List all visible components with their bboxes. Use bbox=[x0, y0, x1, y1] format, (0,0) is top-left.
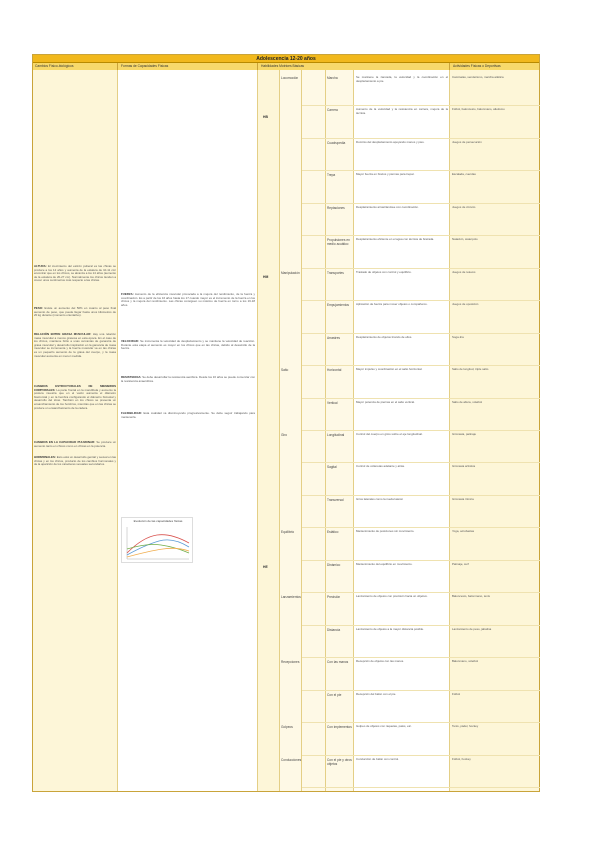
skill-description: Mayor potencia de piernas en el salto vertical. bbox=[356, 399, 415, 404]
skill-activity: Yoga, acrobacias bbox=[452, 529, 475, 534]
skill-type: Transportes bbox=[327, 270, 344, 275]
level-he: HE bbox=[263, 565, 268, 569]
skill-type: Con implementos bbox=[327, 725, 352, 730]
skill-activity: Salto de longitud, triple salto bbox=[452, 367, 489, 372]
row-divider bbox=[302, 430, 540, 431]
mid-note-text: Se incrementa la velocidad de desplazamiento y se mantiene la velocidad de reacción. Durante esta etapa el aumento es mayor en los chicos que en las chicas, debido al desarrollo de la fuerza. bbox=[121, 339, 255, 351]
header-habilidades: Habilidades Motrices Básicas bbox=[258, 63, 450, 70]
skill-description: Giros laterales como la rueda lateral. bbox=[356, 496, 404, 501]
skill-type: Empujamientos bbox=[327, 303, 349, 308]
skill-type: Precisión bbox=[327, 595, 341, 600]
skill-description: Lanzamiento de objetos con precisión hacia un objetivo. bbox=[356, 594, 428, 599]
row-divider bbox=[302, 690, 540, 691]
mid-note-heading: FLEXIBILIDAD: bbox=[121, 411, 142, 415]
row-divider bbox=[302, 170, 540, 171]
skill-type: Con las manos bbox=[327, 660, 349, 665]
left-note-hormonales bbox=[34, 456, 116, 467]
skill-type: Carrera bbox=[327, 108, 338, 113]
row-divider bbox=[302, 755, 540, 756]
mid-note-heading: RESISTENCIA: bbox=[121, 375, 142, 379]
row-divider bbox=[302, 203, 540, 204]
left-note-pulmonar bbox=[34, 441, 116, 448]
left-note-grasa bbox=[34, 333, 116, 358]
skill-activity: Escalada, cuerdas bbox=[452, 172, 476, 177]
skill-type: Propulsiones en medio acuático bbox=[327, 238, 350, 247]
chart-lines bbox=[123, 523, 193, 563]
skill-description: Recepción de objetos con las manos. bbox=[356, 659, 405, 664]
skill-activity: Juegos de relevos bbox=[452, 269, 476, 274]
skill-activity: Balonmano, voleibol bbox=[452, 659, 479, 664]
skill-description: Mayor fuerza en brazos y piernas para trepar. bbox=[356, 172, 415, 177]
skill-type: Estático bbox=[327, 530, 339, 535]
mid-note-text: Se debe desarrollar la resistencia aeróbica. Desde los 16 años se puede comenzar con la resistencia anaeróbica. bbox=[121, 375, 255, 383]
mid-note-heading: FUERZA: bbox=[121, 292, 134, 296]
skill-activity: Fútbol, baloncesto, balonmano, atletismo bbox=[452, 107, 505, 112]
row-divider bbox=[302, 462, 540, 463]
left-note-text: Hay una relación masa muscular a menos grasosa en esta época. En el caso de los chicos, mantiene bitrio a unas cercanías de ganancia de grasa muscular y desarrollo inspiración en la ganancia de masa muscular se incrementa y la fuerza muscular va en las chicas es un pequeño aumento de la grasa del cuerpo, y la masa muscular aumenta en menor medida. bbox=[34, 332, 116, 358]
skill-type: Arrastres bbox=[327, 335, 340, 340]
row-divider bbox=[302, 105, 540, 106]
left-note-text: La parte frontal en la mandíbula y aumento la postura muestra que en el varón aumenta el diámetro biacromial y en la hembra configurando el diámetro bicrestal y desarrollo del tórax. También en los chicos se presenta un ensanchamiento de los hombros, mientras que en las chicas se produce un ensanchamiento de la cadera. bbox=[34, 387, 117, 410]
skill-group: Conducciones bbox=[281, 757, 302, 762]
mid-note-velocidad bbox=[121, 340, 255, 351]
left-note-peso bbox=[34, 307, 116, 318]
header-cambios: Cambios Físico-biológicos bbox=[32, 63, 118, 70]
skill-type: Con el pie y otros objetos bbox=[327, 757, 352, 766]
skill-type: Sagital bbox=[327, 465, 337, 470]
level-hm: HM bbox=[263, 275, 269, 279]
skill-type: Cuadrupedia bbox=[327, 140, 346, 145]
skill-group: Golpeos bbox=[281, 725, 293, 730]
skill-activity: Natación, waterpolo bbox=[452, 237, 478, 242]
chart-caption: Evolución de las capacidades físicas bbox=[133, 519, 183, 523]
mid-note-resistencia bbox=[121, 376, 255, 383]
skill-type: Horizontal bbox=[327, 368, 342, 373]
skill-type: Marcha bbox=[327, 76, 338, 80]
row-divider bbox=[302, 268, 540, 269]
document-title: Adolescencia 12-20 años bbox=[32, 54, 540, 63]
row-divider bbox=[302, 495, 540, 496]
left-note-altura bbox=[34, 265, 116, 283]
left-note-heading: HORMONALES: bbox=[34, 455, 56, 459]
skill-activity: Juegos de circuito bbox=[452, 204, 476, 209]
mid-note-flexibilidad bbox=[121, 412, 255, 419]
skill-activity: Juegos de persecución bbox=[452, 139, 482, 144]
skill-group: Lanzamientos bbox=[281, 595, 301, 600]
row-divider bbox=[302, 300, 540, 301]
skill-type: Vertical bbox=[327, 400, 338, 405]
skill-activity: Tenis, pádel, hockey bbox=[452, 724, 479, 729]
left-note-heading: ALTURA: bbox=[34, 264, 47, 268]
skill-activity: Gimnasia, patinaje bbox=[452, 432, 476, 436]
skill-activity: Gimnasia rítmica bbox=[452, 496, 474, 501]
header-capacidades: Formas de Capacidades Físicas bbox=[118, 63, 258, 70]
row-divider bbox=[302, 592, 540, 593]
skill-description: Mantenimiento de posiciones sin movimiento. bbox=[356, 529, 415, 534]
skill-group: Manipulación bbox=[281, 270, 300, 275]
skill-description: Control de volteretas adelante y atrás. bbox=[356, 464, 405, 469]
left-note-heading: CAMBIOS EN LA CAPACIDAD PULMONAR: bbox=[34, 440, 96, 444]
row-divider bbox=[302, 657, 540, 658]
skill-activity: Baloncesto, balonmano, tenis bbox=[452, 594, 490, 599]
left-note-text: El crecimiento del estirón puberal es las chicas se produce a los 12 años y aumenta de la estatura de 10-11 cm/ encontrar que en los chicos, se alcanza a los 14 años (aumento de la estatura de 20-27 cm). Normalmente los chicos tienden a crecer unos centímetros más respecto a las chicas. bbox=[34, 264, 116, 283]
left-note-text: Se produce un aumento tanto en chicos como en chicas en la potencia. bbox=[34, 440, 116, 448]
skill-activity: Caminatas, senderismo, marcha atlética bbox=[452, 75, 504, 79]
left-note-text: Esto está un desarrollo genital y sexual en las chicas y en los chicos, producto de los cambios hormonales y de la aparición de los caracteres sexuales secundarios. bbox=[34, 455, 117, 467]
mid-note-text: Esta cualidad va disminuyendo progresivamente. Se debe seguir trabajando para mantenerla. bbox=[121, 411, 255, 419]
left-note-text: Existe un aumento del 50% en cuanto al peso final aumento de peso, que puede llegar hasta unos kilómetros de 20 kg durante (momento orientativo). bbox=[34, 306, 116, 318]
skill-group: Salto bbox=[281, 368, 289, 373]
skill-description: Dominio del desplazamiento apoyando manos y pies. bbox=[356, 139, 425, 144]
skill-description: Desplazamiento de objetos tirando de ellos. bbox=[356, 334, 413, 339]
skill-activity: Juegos de oposición bbox=[452, 302, 479, 307]
skill-activity: Patinaje, surf bbox=[452, 561, 469, 566]
left-note-heading: PESO: bbox=[34, 306, 43, 310]
skill-description: Lanzamiento de objetos a la mayor distancia posible. bbox=[356, 626, 424, 631]
sheet-border bbox=[32, 54, 540, 792]
skill-group: Recepciones bbox=[281, 660, 300, 665]
capacidades-chart bbox=[121, 517, 193, 563]
row-divider bbox=[302, 235, 540, 236]
skill-description: Traslado de objetos con control y equilibrio. bbox=[356, 269, 412, 274]
skill-type: Distancia bbox=[327, 627, 341, 632]
row-divider bbox=[302, 333, 540, 334]
row-divider bbox=[302, 722, 540, 723]
skill-group: Giro bbox=[281, 433, 288, 437]
skill-group: Equilibrio bbox=[281, 530, 295, 535]
row-divider bbox=[302, 398, 540, 399]
skill-description: Golpeo de objetos con raquetas, palos, etc. bbox=[356, 724, 412, 729]
skill-description: Desplazamiento eficiente en el agua con técnica de brazada. bbox=[356, 237, 435, 242]
skill-activity: Fútbol bbox=[452, 691, 461, 696]
skill-type: Dinámico bbox=[327, 562, 341, 567]
row-divider bbox=[302, 625, 540, 626]
mid-note-heading: VELOCIDAD: bbox=[121, 339, 139, 343]
skill-type: Transversal bbox=[327, 497, 344, 502]
skill-type: Longitudinal bbox=[327, 433, 345, 437]
row-divider bbox=[302, 560, 540, 561]
level-hb: HB bbox=[263, 115, 268, 119]
skill-activity: Gimnasia artística bbox=[452, 464, 476, 469]
skill-description: Desplazamiento arrastrándose con coordinación. bbox=[356, 204, 419, 209]
mid-note-text: Aumento de la eficiencia muscular provocada a la mejora del rendimiento, de la fuerza y coordinación. Es a partir de los 16 años hasta los 17 cuando mayor es el incremento de la fuerza en los chicos y la mejora del rendimiento. Las chicas consiguen su máximo de fuerza en torno a los 16-18 años. bbox=[121, 292, 255, 307]
skill-activity: Salto de altura, voleibol bbox=[452, 399, 483, 404]
skill-type: Reptaciones bbox=[327, 205, 345, 210]
skill-description: Recepción del balón con el pie. bbox=[356, 691, 397, 696]
mid-note-fuerza bbox=[121, 293, 255, 307]
skill-description: Aumento de la velocidad y la resistencia en carrera, mejora de la técnica. bbox=[356, 107, 448, 116]
skill-description: Mayor impulso y coordinación en el salto horizontal. bbox=[356, 367, 423, 372]
skill-activity: Fútbol, hockey bbox=[452, 756, 471, 761]
left-note-heading: RELACIÓN ENTRE GRASA MUSCULAR: bbox=[34, 332, 92, 336]
skill-description: Aplicación de fuerza para mover objetos o compañeros. bbox=[356, 302, 428, 307]
skill-description: Conducción de balón con control. bbox=[356, 756, 399, 761]
row-divider bbox=[302, 138, 540, 139]
skill-activity: Soga-tira bbox=[452, 334, 464, 339]
skill-type: Con el pie bbox=[327, 692, 342, 697]
left-note-estructurales bbox=[34, 385, 116, 410]
row-divider bbox=[302, 527, 540, 528]
skill-description: Mantenimiento del equilibrio en movimiento. bbox=[356, 561, 413, 566]
header-actividades: Actividades Físicas o Deportivas bbox=[450, 63, 540, 70]
row-divider bbox=[302, 787, 540, 788]
skill-description: Se mantiene la zancada, la velocidad y la coordinación en el desplazamiento a pie. bbox=[356, 75, 448, 83]
skill-type: Trepa bbox=[327, 173, 336, 178]
skill-group: Locomoción bbox=[281, 76, 299, 80]
row-divider bbox=[302, 365, 540, 366]
skill-description: Control del cuerpo en giros sobre el eje longitudinal. bbox=[356, 432, 423, 436]
left-note-heading: CAMBIOS ESTRUCTURALES DE MIEMBROS CORPORALES: bbox=[34, 384, 116, 392]
skill-activity: Lanzamiento de peso, jabalina bbox=[452, 626, 492, 631]
